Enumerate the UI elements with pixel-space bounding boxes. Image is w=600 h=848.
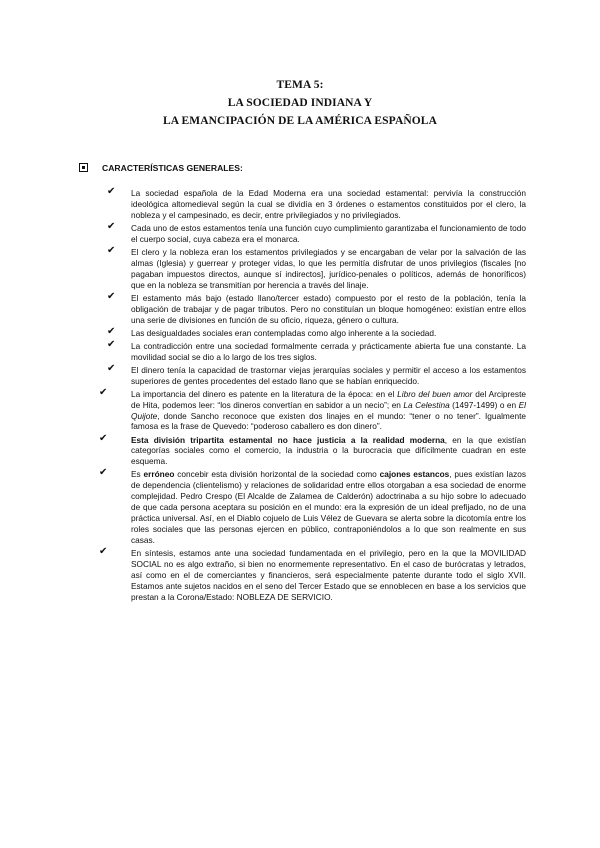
checkmark-icon: ✔ — [107, 325, 116, 337]
list-item — [107, 186, 526, 221]
list-item-text: El dinero tenía la capacidad de trastornar viejas jerarquías sociales y permitir el acceso a los estamentos superiores de gentes procedentes del estado llano que se habían enriquecido. — [131, 364, 526, 386]
list-item — [107, 290, 526, 326]
list-item — [107, 220, 526, 245]
list-item: ✔ La importancia del dinero es patente en la literatura de la época: en el Libro del buen amor del Arcipreste de Hita, podemos leer: “los dineros convertían en sabidor a un necio”; en La Celestina (1497-1499) o en El Quijote, donde Sancho reconoce que existen dos linajes en el mundo: “tener o no tener”. Igualmente famosa es la frase de Quevedo: “poderoso caballero es don dinero”. — [99, 386, 526, 432]
list-item: ✔ Es erróneo concebir esta división horizontal de la sociedad como cajones estancos, pues existían lazos de dependencia (clientelismo) y relaciones de solidaridad entre ellos otorgaban a esa sociedad de enorme complejidad. Pedro Crespo (El Alcalde de Zalamea de Calderón) adoctrinaba a su hijo sobre lo adecuado de que cada persona aceptara su posición en el mundo: era la expresión de un ideal prefijado, no de una práctica universal. Así, en el Diablo cojuelo de Luis Vélez de Guevara se alerta sobre la dicotomía entre los roles sociales que las personas ejercen en público, contraponiéndolos a lo que son realmente en sus casas. — [99, 467, 526, 545]
checkmark-icon: ✔ — [99, 386, 108, 398]
emphasis-text: cajones estancos — [379, 469, 450, 480]
document-title-line-1: TEMA 5: — [276, 79, 324, 91]
list-item: ✔ Esta división tripartita estamental no hace justicia a la realidad moderna, en la que existían categorías sociales como el comercio, la industria o la burocracia que difícilmente cuadran en este esquema. — [99, 432, 526, 467]
checkmark-icon: ✔ — [107, 186, 116, 197]
list-item-text: En síntesis, estamos ante una sociedad fundamentada en el privilegio, pero en la que la MOVILIDAD SOCIAL no es algo extraño, si bien no enormemente representativo. En el caso de burócratas y letrados, así como en el de comerciantes y financieros, será especialmente patente durante todo el siglo XVII. Estamos ante sujetos nacidos en el seno del Tercer Estado que se ennoblecen en base a los servicios que prestan a la Corona/Estado: NOBLEZA DE SERVICIO. — [131, 547, 526, 602]
checkmark-icon: ✔ — [107, 244, 116, 256]
emphasis-text: erróneo — [143, 469, 175, 480]
section-heading-text: CARACTERÍSTICAS GENERALES: — [102, 163, 243, 173]
checkmark-icon: ✔ — [107, 290, 116, 302]
list-item — [107, 325, 526, 339]
checkmark-icon: ✔ — [107, 362, 116, 374]
document-title-line-3: LA EMANCIPACIÓN DE LA AMÉRICA ESPAÑOLA — [163, 115, 437, 127]
section-heading — [79, 163, 243, 173]
list-item-text: Las desigualdades sociales eran contempladas como algo inherente a la sociedad. — [131, 327, 437, 338]
list-item — [107, 338, 526, 363]
book-title: La Celestina — [403, 399, 450, 410]
emphasis-text: Esta división tripartita estamental no hace justicia a la realidad moderna — [131, 434, 445, 445]
checkmark-icon: ✔ — [107, 338, 116, 350]
list-item — [107, 362, 526, 387]
list-item — [107, 244, 526, 291]
checkmark-icon: ✔ — [99, 467, 108, 479]
checkmark-icon: ✔ — [99, 545, 108, 557]
bullet-list — [0, 188, 600, 603]
list-item-text: Cada uno de estos estamentos tenía una función cuyo cumplimiento garantizaba el funcionamiento de todo el cuerpo social, cuya cabeza era el monarca. — [131, 222, 526, 244]
list-item — [99, 545, 526, 603]
list-item-text: La sociedad española de la Edad Moderna era una sociedad estamental: pervivía la construcción ideológica altomedieval según la cual se dividía en 3 órdenes o estamentos constituidos por el clero, la nobleza y el campesinado, es decir, entre privilegiados y no privilegiados. — [131, 188, 526, 220]
list-item-text: El clero y la nobleza eran los estamentos privilegiados y se encargaban de velar por la salvación de las almas (Iglesia) y guerrear y proteger vidas, lo que les permitía disfrutar de unos privilegios (fiscales [no pagaban impuestos directos, aunque sí indirectos], jurídico-penales o políticos, además de honoríficos) que en la nobleza se transmitían por herencia a través del linaje. — [131, 246, 526, 290]
checkbox-bullet-icon — [79, 163, 88, 172]
checkmark-icon: ✔ — [107, 220, 116, 232]
checkmark-icon: ✔ — [99, 432, 108, 444]
document-title-line-2: LA SOCIEDAD INDIANA Y — [227, 97, 373, 109]
list-item-text: La contradicción entre una sociedad formalmente cerrada y prácticamente abierta fue una constante. La movilidad social se dio a lo largo de los tres siglos. — [131, 340, 526, 362]
book-title: Libro del buen amor — [397, 388, 473, 399]
list-item-text: El estamento más bajo (estado llano/tercer estado) compuesto por el resto de la población, tenía la obligación de trabajar y de pagar tributos. Pero no constituían un bloque homogéneo: existían entre ellos una serie de divisiones en función de su oficio, riqueza, género o cultura. — [131, 292, 526, 325]
book-title: El Quijote — [131, 399, 526, 421]
